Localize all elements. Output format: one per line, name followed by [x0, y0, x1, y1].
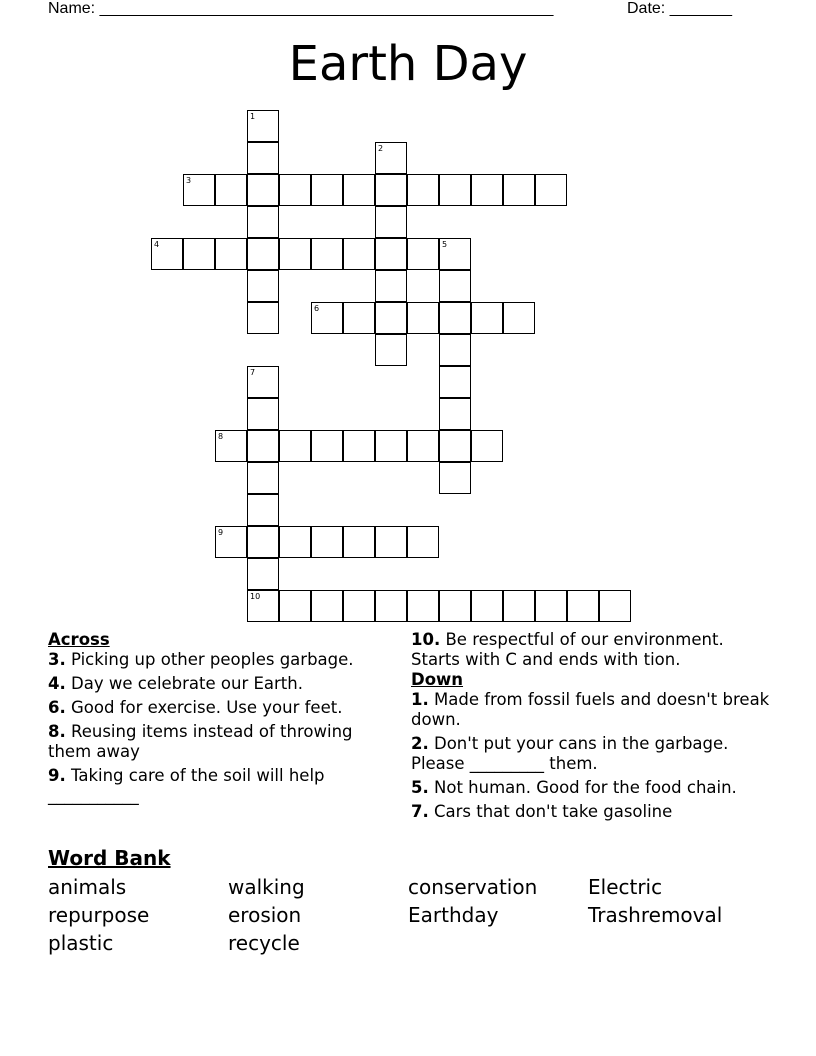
crossword-cell[interactable]	[407, 174, 439, 206]
crossword-cell[interactable]	[567, 590, 599, 622]
crossword-cell[interactable]	[375, 590, 407, 622]
clue-across-9: 9. Taking care of the soil will help ___________	[48, 766, 325, 805]
crossword-cell[interactable]	[503, 590, 535, 622]
crossword-cell[interactable]	[247, 526, 279, 558]
right-clues	[411, 630, 771, 826]
crossword-cell[interactable]	[311, 238, 343, 270]
crossword-cell[interactable]	[311, 302, 343, 334]
clue-across-8: 8. Reusing items instead of throwing them away	[48, 722, 353, 761]
crossword-cell[interactable]	[247, 270, 279, 302]
crossword-cell[interactable]	[439, 430, 471, 462]
date-line: Date: _______	[627, 0, 732, 17]
crossword-cell[interactable]	[343, 174, 375, 206]
crossword-cell[interactable]	[343, 590, 375, 622]
crossword-cell[interactable]	[247, 398, 279, 430]
cell-number: 8	[218, 432, 224, 441]
clue-across-10: 10. Be respectful of our environment. Starts with C and ends with tion.	[411, 630, 724, 669]
word-bank-item: Earthday	[408, 903, 499, 927]
crossword-cell[interactable]	[439, 238, 471, 270]
crossword-cell[interactable]	[279, 174, 311, 206]
clue-across-3: 3. Picking up other peoples garbage.	[48, 650, 354, 669]
page-title: Earth Day	[288, 36, 528, 92]
crossword-cell[interactable]	[247, 174, 279, 206]
crossword-cell[interactable]	[279, 238, 311, 270]
crossword-cell[interactable]	[279, 526, 311, 558]
word-bank-item: recycle	[228, 931, 300, 955]
crossword-cell[interactable]	[407, 302, 439, 334]
cell-number: 9	[218, 528, 224, 537]
crossword-cell[interactable]	[535, 590, 567, 622]
crossword-cell[interactable]	[535, 174, 567, 206]
cell-number: 3	[186, 176, 192, 185]
crossword-cell[interactable]	[439, 270, 471, 302]
crossword-cell[interactable]	[407, 430, 439, 462]
crossword-cell[interactable]	[375, 302, 407, 334]
crossword-cell[interactable]	[183, 174, 215, 206]
crossword-cell[interactable]	[471, 174, 503, 206]
crossword-cell[interactable]	[503, 302, 535, 334]
crossword-cell[interactable]	[407, 238, 439, 270]
crossword-cell[interactable]	[215, 238, 247, 270]
crossword-cell[interactable]	[247, 110, 279, 142]
word-bank-item: Electric	[588, 875, 663, 899]
word-bank-item: plastic	[48, 931, 114, 955]
crossword-cell[interactable]	[151, 238, 183, 270]
crossword-cell[interactable]	[247, 206, 279, 238]
crossword-cell[interactable]	[279, 590, 311, 622]
crossword-cell[interactable]	[471, 302, 503, 334]
crossword-cell[interactable]	[247, 142, 279, 174]
crossword-cell[interactable]	[247, 462, 279, 494]
crossword-cell[interactable]	[311, 526, 343, 558]
crossword-cell[interactable]	[439, 398, 471, 430]
clue-down-2: 2. Don't put your cans in the garbage. Please _________ them.	[411, 734, 729, 773]
cell-number: 7	[250, 368, 256, 377]
crossword-cell[interactable]	[375, 334, 407, 366]
crossword-cell[interactable]	[375, 174, 407, 206]
crossword-cell[interactable]	[247, 430, 279, 462]
clue-down-5: 5. Not human. Good for the food chain.	[411, 778, 737, 797]
down-heading: Down	[411, 670, 464, 689]
crossword-cell[interactable]	[343, 526, 375, 558]
crossword-cell[interactable]	[407, 526, 439, 558]
crossword-cell[interactable]	[471, 430, 503, 462]
word-bank-item: erosion	[228, 903, 302, 927]
crossword-cell[interactable]	[375, 238, 407, 270]
crossword-cell[interactable]	[247, 366, 279, 398]
cell-number: 4	[154, 240, 160, 249]
crossword-cell[interactable]	[599, 590, 631, 622]
word-bank-item: conservation	[408, 875, 538, 899]
crossword-cell[interactable]	[375, 142, 407, 174]
crossword-cell[interactable]	[375, 526, 407, 558]
crossword-cell[interactable]	[439, 590, 471, 622]
word-bank-title: Word Bank	[48, 846, 171, 870]
crossword-cell[interactable]	[279, 430, 311, 462]
crossword-cell[interactable]	[375, 430, 407, 462]
clue-across-4: 4. Day we celebrate our Earth.	[48, 674, 303, 693]
clue-down-1: 1. Made from fossil fuels and doesn't break down.	[411, 690, 770, 729]
word-bank-item: walking	[228, 875, 305, 899]
crossword-cell[interactable]	[439, 334, 471, 366]
crossword-cell[interactable]	[183, 238, 215, 270]
cell-number: 5	[442, 240, 448, 249]
crossword-cell[interactable]	[375, 270, 407, 302]
crossword-cell[interactable]	[503, 174, 535, 206]
clue-across-6: 6. Good for exercise. Use your feet.	[48, 698, 343, 717]
crossword-cell[interactable]	[215, 526, 247, 558]
crossword-cell[interactable]	[343, 302, 375, 334]
crossword-cell[interactable]	[215, 430, 247, 462]
word-bank-item: animals	[48, 875, 127, 899]
crossword-cell[interactable]	[247, 558, 279, 590]
word-bank-item: repurpose	[48, 903, 150, 927]
crossword-cell[interactable]	[247, 302, 279, 334]
crossword-cell[interactable]	[311, 590, 343, 622]
crossword-cell[interactable]	[407, 590, 439, 622]
crossword-cell[interactable]	[471, 590, 503, 622]
crossword-cell[interactable]	[247, 238, 279, 270]
cell-number: 1	[250, 112, 256, 121]
cell-number: 10	[250, 592, 261, 601]
cell-number: 6	[314, 304, 320, 313]
clue-down-7: 7. Cars that don't take gasoline	[411, 802, 673, 821]
name-line: Name: ___________________________________________________	[48, 0, 554, 17]
crossword-cell[interactable]	[343, 238, 375, 270]
crossword-cell[interactable]	[439, 174, 471, 206]
crossword-cell[interactable]	[439, 302, 471, 334]
crossword-cell[interactable]	[247, 590, 279, 622]
crossword-cell[interactable]	[343, 430, 375, 462]
cell-number: 2	[378, 144, 384, 153]
crossword-cell[interactable]	[311, 430, 343, 462]
crossword-cell[interactable]	[439, 462, 471, 494]
word-bank-item: Trashremoval	[588, 903, 723, 927]
crossword-cell[interactable]	[215, 174, 247, 206]
across-heading: Across	[48, 630, 110, 649]
crossword-cell[interactable]	[311, 174, 343, 206]
across-clues	[48, 630, 388, 810]
crossword-cell[interactable]	[375, 206, 407, 238]
crossword-cell[interactable]	[439, 366, 471, 398]
crossword-cell[interactable]	[247, 494, 279, 526]
